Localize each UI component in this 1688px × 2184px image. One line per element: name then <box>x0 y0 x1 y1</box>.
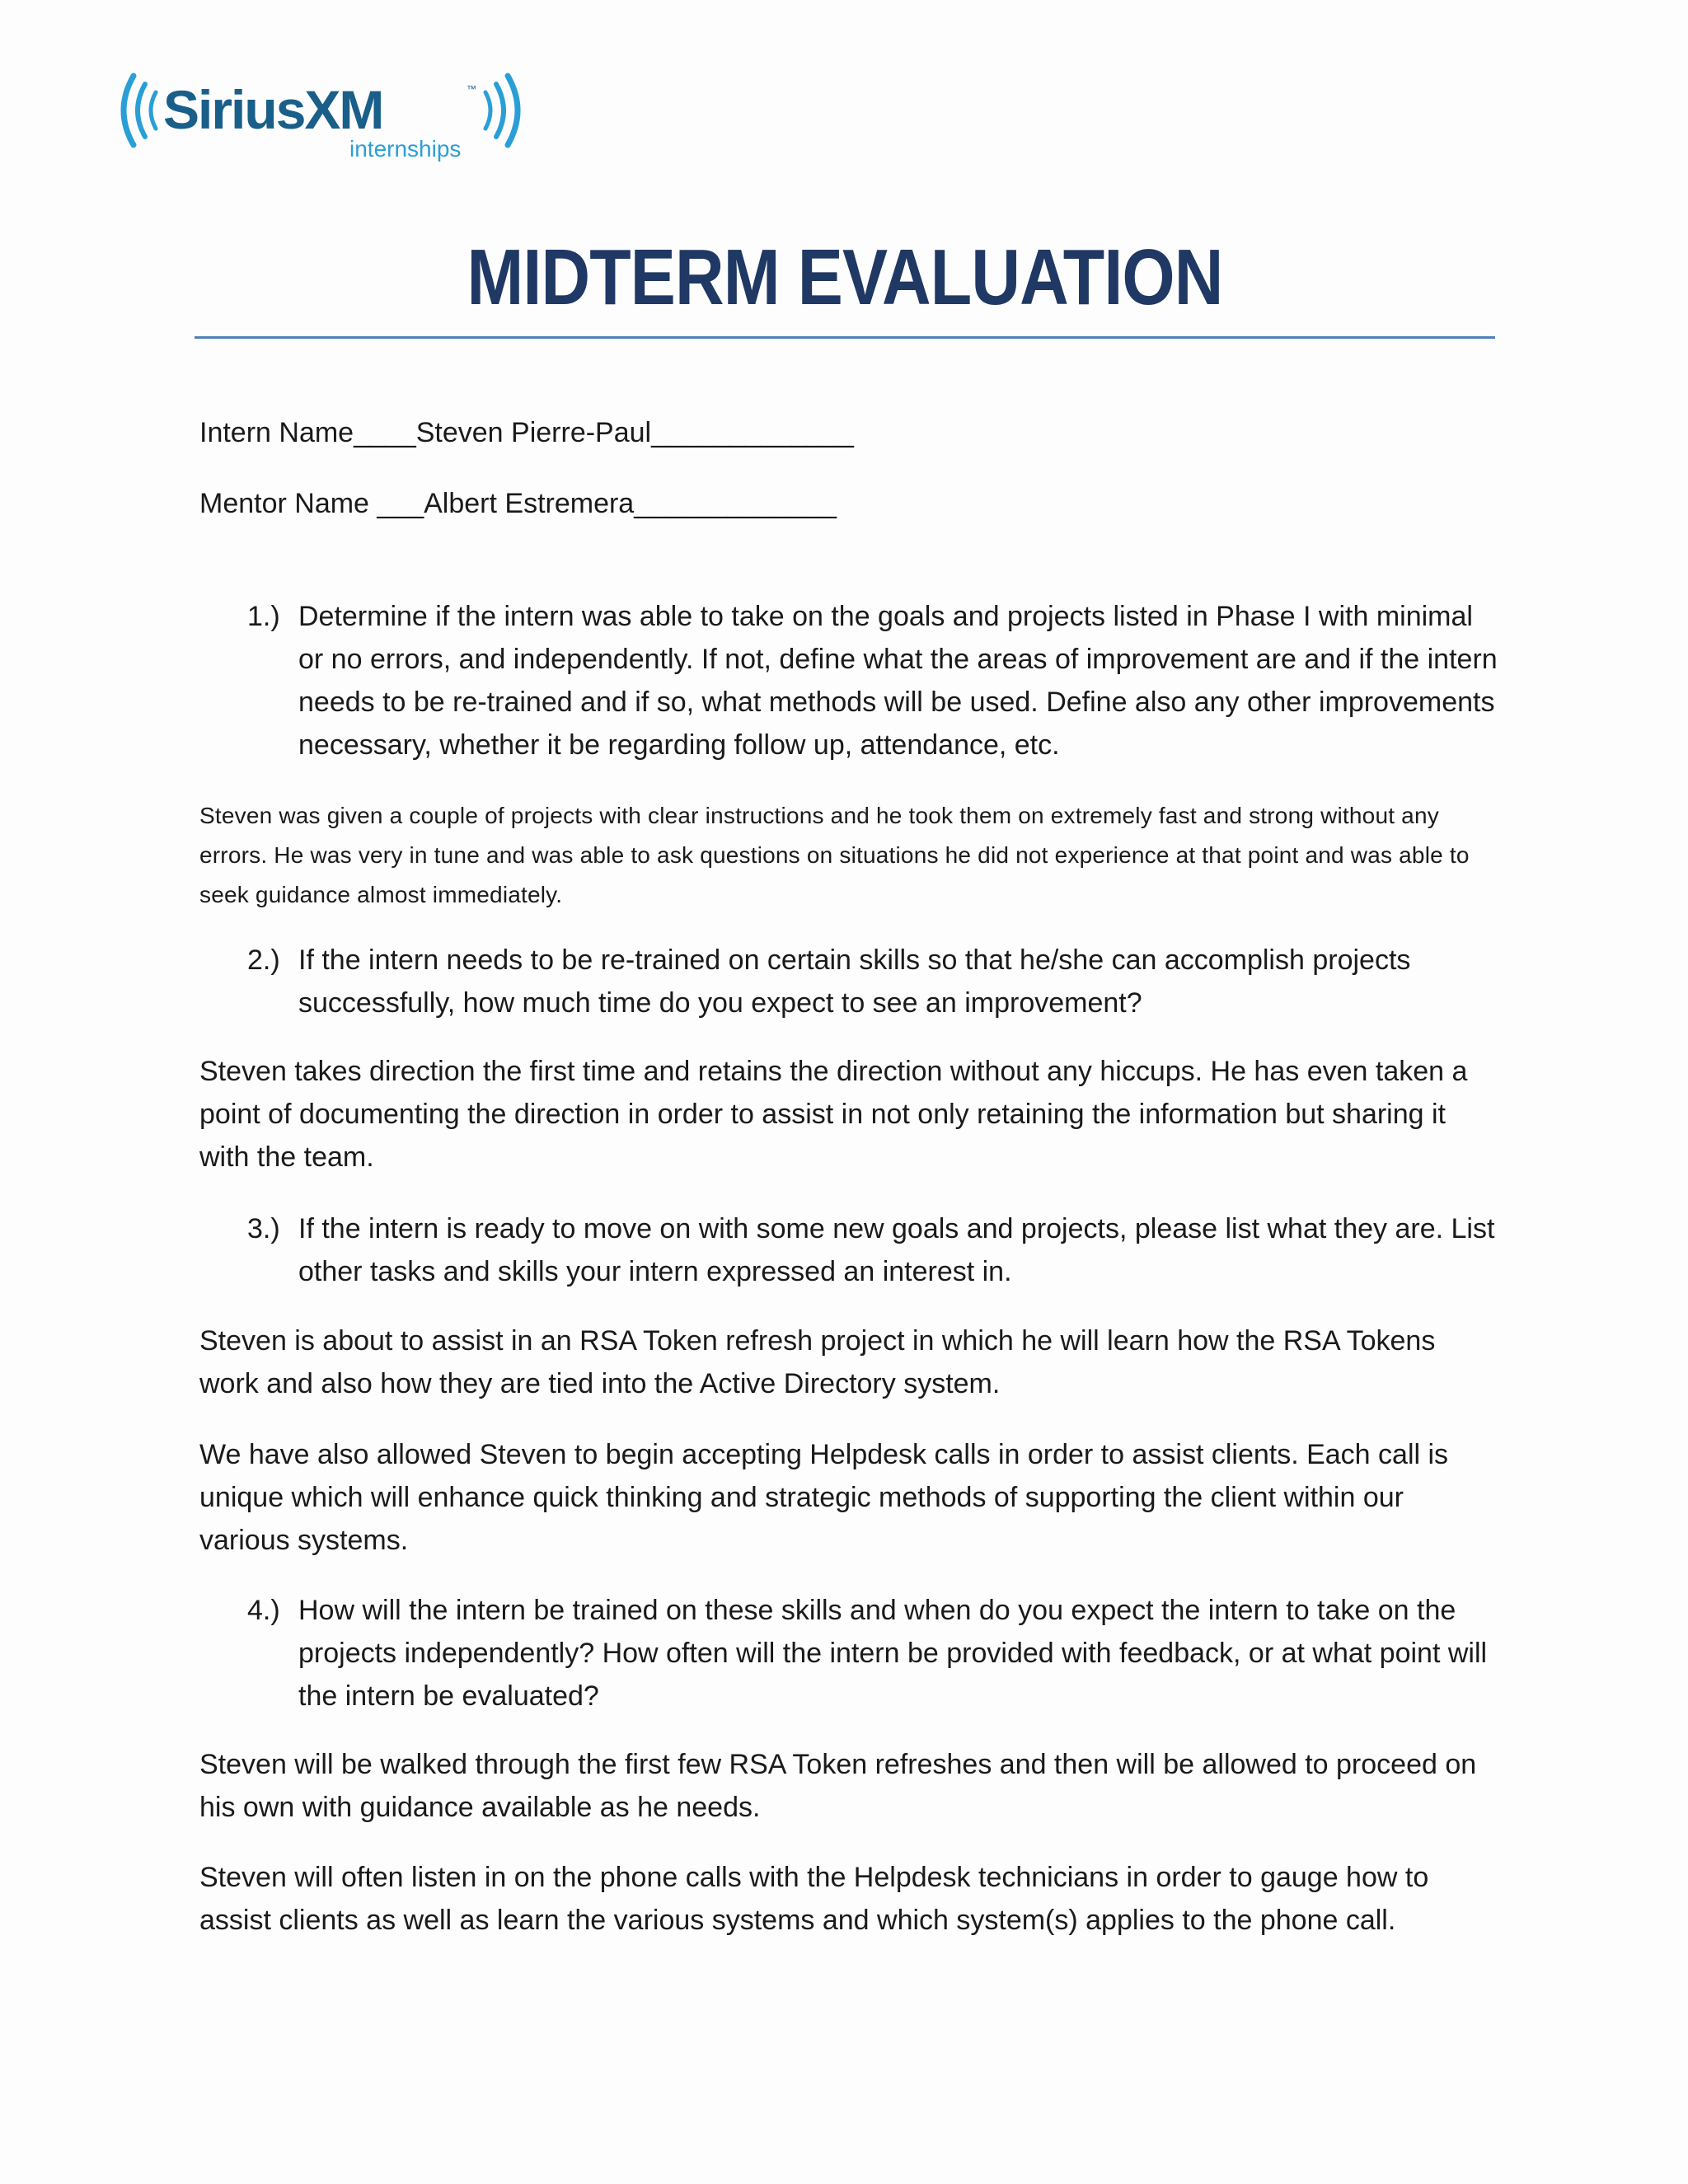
siriusxm-internships-logo <box>110 59 539 166</box>
question-4 <box>247 1589 1500 1718</box>
question-number: 4.) <box>247 1595 280 1626</box>
question-number: 3.) <box>247 1213 280 1244</box>
question-text: If the intern needs to be re-trained on certain skills so that he/she can accomplish projects successfully, how much time do you expect to see an improvement? <box>298 944 1411 1019</box>
logo-brand-text: SiriusXM <box>163 79 383 140</box>
answer-3b: We have also allowed Steven to begin accepting Helpdesk calls in order to assist clients. Each call is unique which will enhance quick thinking and strategic methods of supporting the client within our various systems. <box>199 1439 1449 1556</box>
question-3 <box>247 1207 1500 1293</box>
title-divider <box>195 336 1495 339</box>
question-1 <box>247 595 1500 766</box>
answer-2: Steven takes direction the first time and retains the direction without any hiccups. He has even taken a point of documenting the direction in order to assist in not only retaining the information but sharing it with the team. <box>199 1056 1468 1173</box>
answer-4a: Steven will be walked through the first few RSA Token refreshes and then will be allowed to proceed on his own with guidance available as he needs. <box>199 1749 1477 1823</box>
question-number: 2.) <box>247 944 280 976</box>
question-2 <box>247 939 1500 1024</box>
logo-trademark: ™ <box>467 83 476 95</box>
mentor-name-value: ___Albert Estremera_____________ <box>377 488 837 519</box>
mentor-name-field <box>199 487 837 520</box>
answer-1: Steven was given a couple of projects with clear instructions and he took them on extremely fast and strong without any errors. He was very in tune and was able to ask questions on situations he did not experience at that point and was able to seek guidance almost immediately. <box>199 803 1470 907</box>
mentor-name-label: Mentor Name <box>199 488 377 519</box>
intern-name-field <box>199 416 854 449</box>
intern-name-label: Intern Name <box>199 417 354 448</box>
answer-4b: Steven will often listen in on the phone calls with the Helpdesk technicians in order to gauge how to assist clients as well as learn the various systems and which system(s) applies to the phone call. <box>199 1862 1429 1936</box>
page-title: MIDTERM EVALUATION <box>467 233 1223 321</box>
question-number: 1.) <box>247 601 280 632</box>
logo-subtitle-text: internships <box>349 136 462 162</box>
question-text: Determine if the intern was able to take on the goals and projects listed in Phase I with minimal or no errors, and independently. If not, define what the areas of improvement are and if the intern needs to be re-trained and if so, what methods will be used. Define also any other improvements necessary, whether it be regarding follow up, attendance, etc. <box>298 601 1498 761</box>
question-text: If the intern is ready to move on with some new goals and projects, please list what they are. List other tasks and skills your intern expressed an interest in. <box>298 1213 1495 1287</box>
question-text: How will the intern be trained on these skills and when do you expect the intern to take on the projects independently? How often will the intern be provided with feedback, or at what point will the intern be evaluated? <box>298 1595 1488 1712</box>
answer-3a: Steven is about to assist in an RSA Token refresh project in which he will learn how the RSA Tokens work and also how they are tied into the Active Directory system. <box>199 1325 1436 1399</box>
intern-name-value: ____Steven Pierre-Paul_____________ <box>354 417 854 448</box>
